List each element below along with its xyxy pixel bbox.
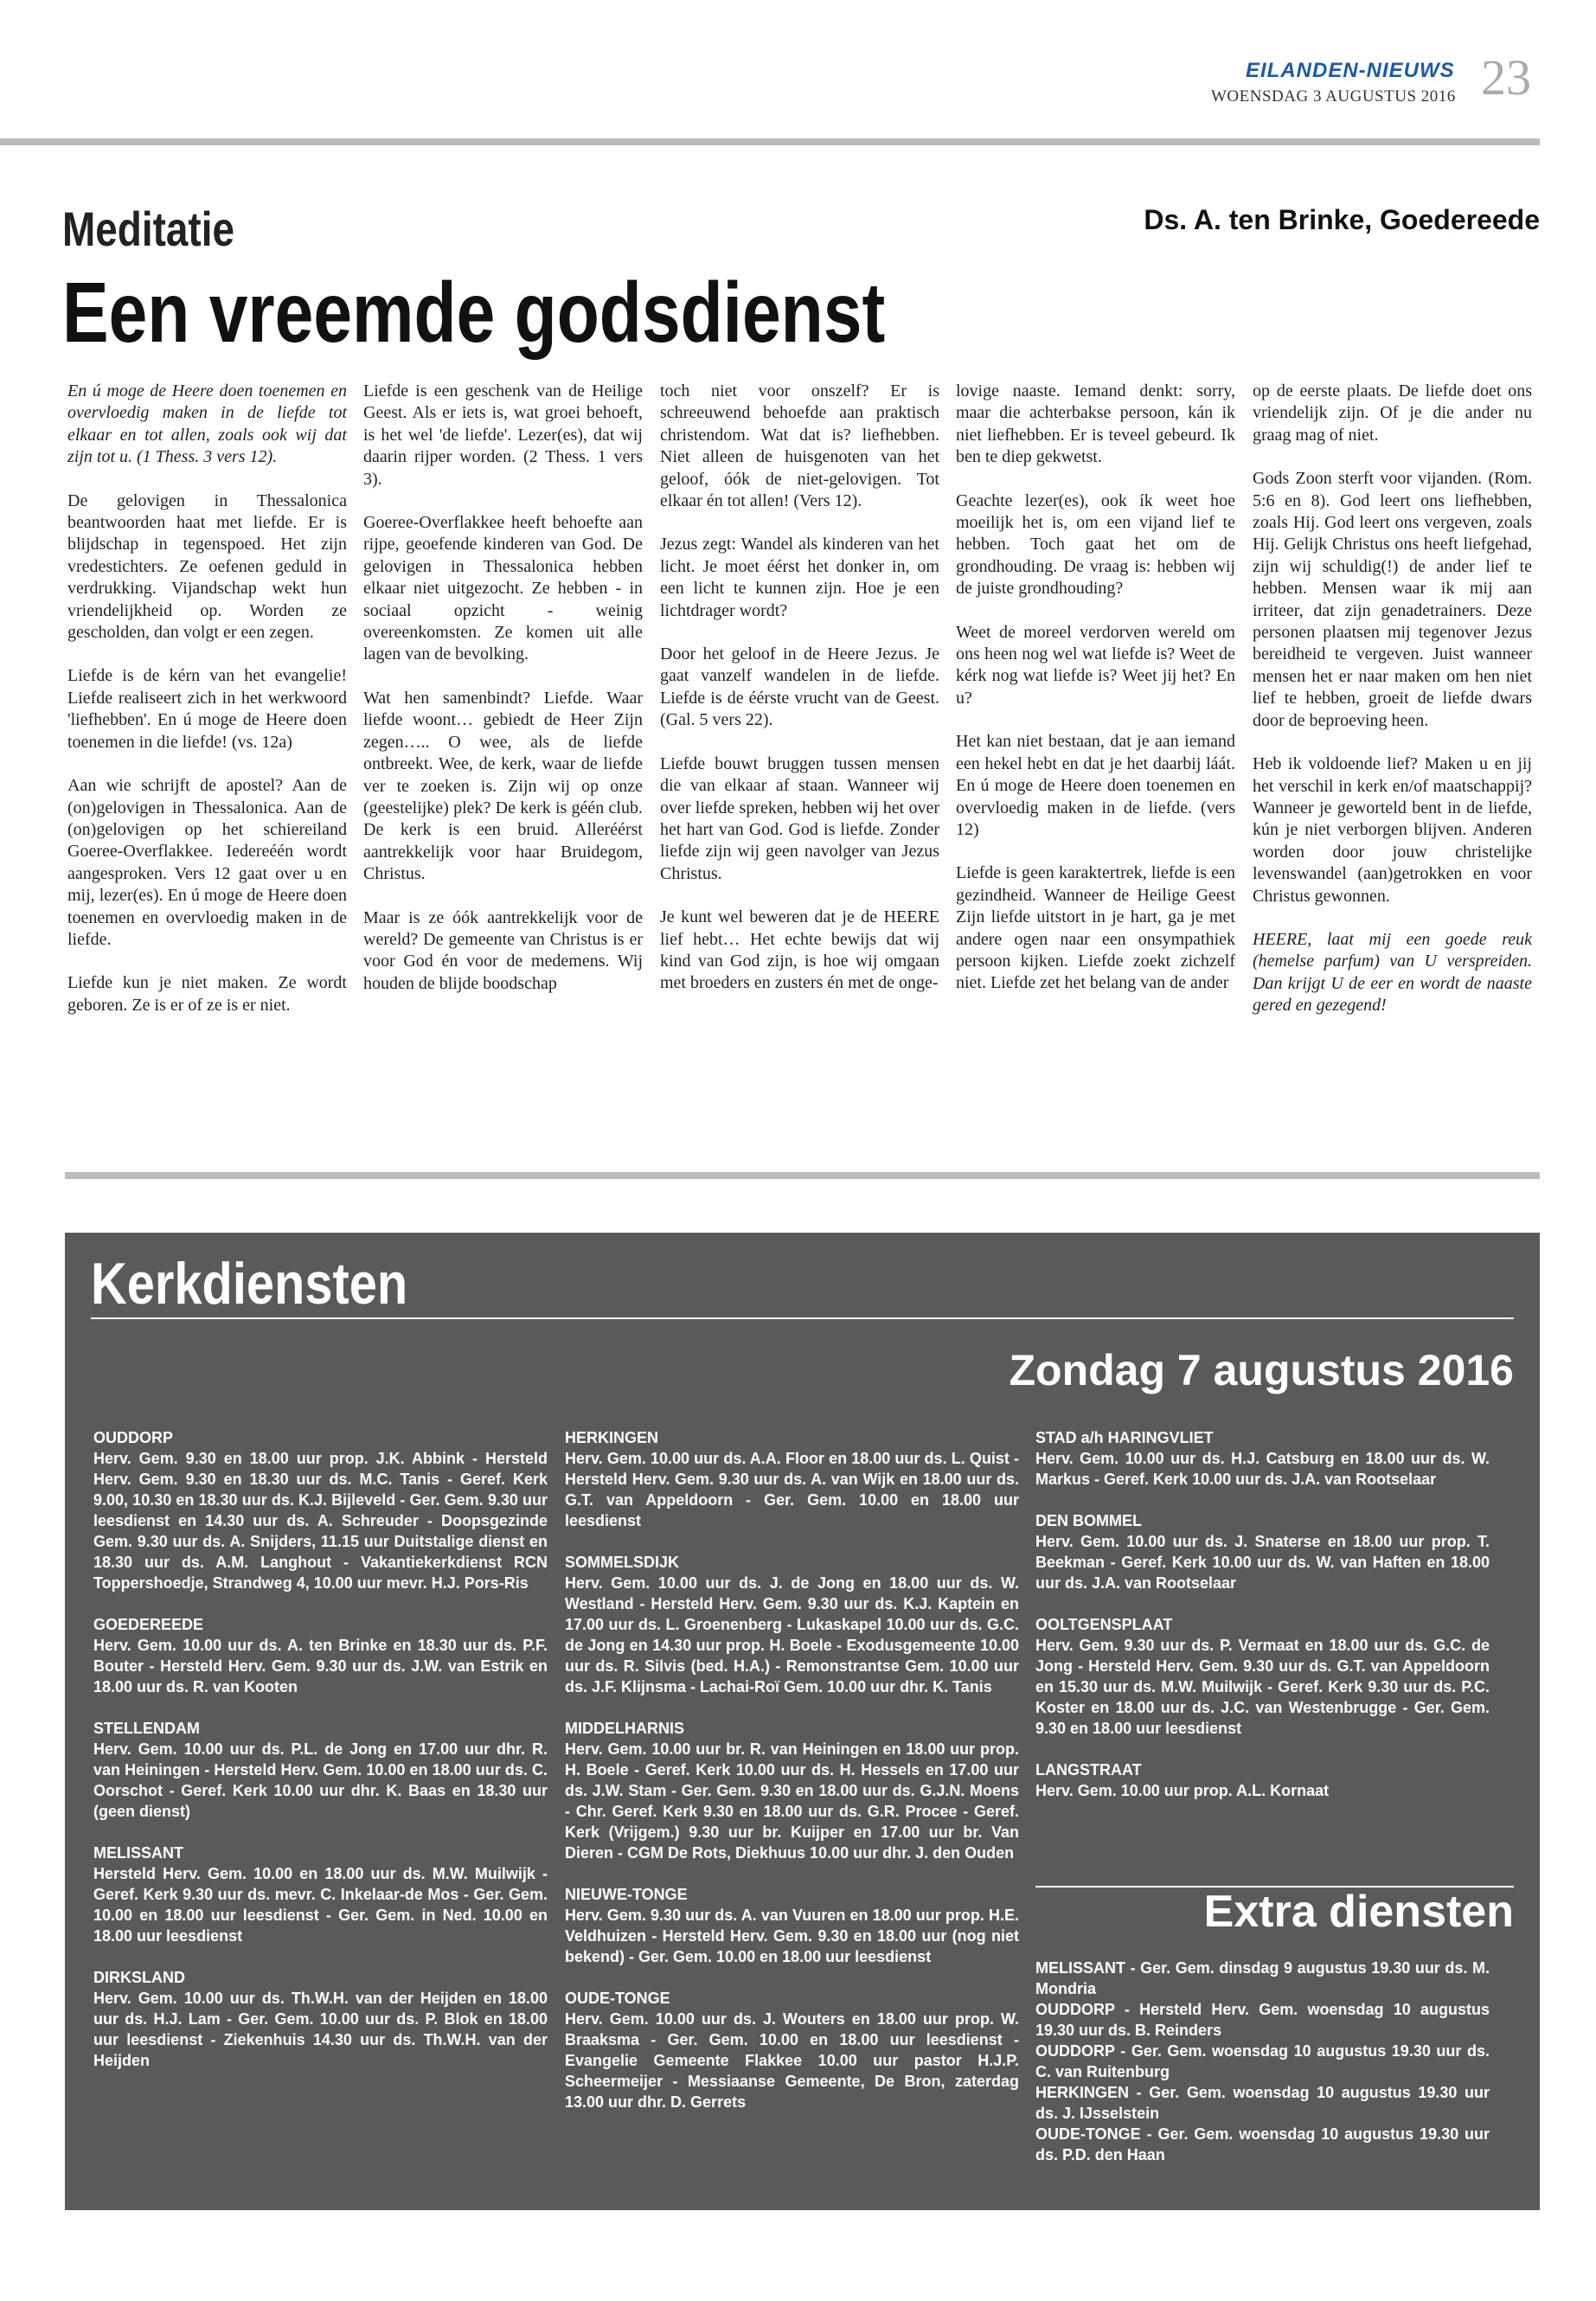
kerkdiensten-rule [91,1317,1514,1319]
article-paragraph: Geachte lezer(es), ook ík weet hoe moeilijk het is, om een vijand lief te hebben. Toch gaat het om de grondhouding. De vraag is: hebben wij de juiste grondhouding? [956,490,1235,599]
service-entry [565,1988,1019,2112]
article-paragraph: Liefde is geen karaktertrek, liefde is een gezindheid. Wanneer de Heilige Geest Zijn liefde uitstort in je hart, ga je met andere ogen naar een onsympathiek persoon kijken. Liefde zoekt zichzelf niet. Liefde zet het belang van de ander [956,863,1235,993]
service-text: Herv. Gem. 10.00 uur ds. J. Wouters en 18.00 uur prop. W. Braaksma - Ger. Gem. 10.00 en 18.00 uur leesdienst - Evangelie Gemeente Flakkee 10.00 uur pastor H.J.P. Scheermeijer - Messiaanse Gemeente, De Bron, zaterdag 13.00 uur dhr. D. Gerrets [565,2010,1019,2111]
service-text: Herv. Gem. 10.00 uur ds. J. Snaterse en 18.00 uur prop. T. Beekman - Geref. Kerk 10.00 uur ds. W. van Haften en 18.00 uur ds. J.A. van Rootselaar [1035,1533,1490,1592]
article-paragraph: Maar is ze óók aantrekkelijk voor de wereld? De gemeente van Christus is er voor God én voor de medemens. Wij houden de blijde boodschap [363,907,643,993]
service-text: Herv. Gem. 9.30 en 18.00 uur prop. J.K. Abbink - Hersteld Herv. Gem. 9.30 en 18.30 uur ds. M.C. Tanis - Geref. Kerk 9.00, 10.30 en 18.30 uur ds. K.J. Bijleveld - Ger. Gem. 9.30 uur leesdienst en 14.30 uur ds. A. Schreuder - Doopsgezinde Gem. 9.30 uur ds. A. Snijders, 11.15 uur Duitstalige dienst en 18.30 uur ds. A.M. Langhout - Vakantiekerkdienst RCN Toppershoedje, Strandweg 4, 10.00 uur mevr. H.J. Pors-Ris [93,1450,548,1592]
article-paragraph: Je kunt wel beweren dat je de HEERE lief hebt… Het echte bewijs dat wij kind van God zijn, is hoe wij omgaan met broeders en zusters én met de onge- [660,907,939,993]
article-paragraph: Door het geloof in de Heere Jezus. Je gaat vanzelf wandelen in de liefde. Liefde is de éérste vrucht van de Geest. (Gal. 5 vers 22). [660,644,939,730]
article-byline: Ds. A. ten Brinke, Goedereede [1144,204,1540,235]
service-text: Herv. Gem. 10.00 uur ds. H.J. Catsburg en 18.00 uur ds. W. Markus - Geref. Kerk 10.00 uur ds. J.A. van Rootselaar [1035,1450,1490,1488]
service-text: Herv. Gem. 10.00 uur br. R. van Heiningen en 18.00 uur prop. H. Boele - Geref. Kerk 10.00 uur ds. H. Hessels en 17.00 uur ds. J.W. Stam - Ger. Gem. 9.30 en 18.00 uur ds. G.J.N. Moens - Chr. Geref. Kerk 9.30 en 18.00 uur ds. G.R. Procee - Geref. Kerk (Vrijgem.) 9.30 uur br. Kuijper en 17.00 uur br. Van Dieren - CGM De Rots, Diekhuus 10.00 uur dhr. J. den Ouden [565,1740,1019,1862]
article-paragraph: lovige naaste. Iemand denkt: sorry, maar die achterbakse persoon, kán ik niet liefhebben. Er is teveel gebeurd. Ik ben te diep gekwetst. [956,381,1235,467]
kerkdiensten-title: Kerkdiensten [91,1251,408,1317]
service-place: OUDE-TONGE [565,1990,670,2007]
article-paragraph: Gods Zoon sterft voor vijanden. (Rom. 5:6 en 8). God leert ons liefhebben, zoals Hij. God leert ons vergeven, zoals Hij. Gelijk Christus ons heeft liefgehad, zijn wij schuldig(!) de ander lief te hebben. Mensen waar ik mij aan irriteer, dat zijn genadetrainers. Deze personen plaatsen mij tegenover Jezus bereidheid te vergeven. Juist wanneer mensen het er naar maken om hen niet lief te hebben, groeit de liefde dwars door de beproeving heen. [1253,469,1532,730]
service-text: Herv. Gem. 9.30 uur ds. A. van Vuuren en 18.00 uur prop. H.E. Veldhuizen - Hersteld Herv. Gem. 9.30 en 18.00 uur (nog niet bekend) - Ger. Gem. 10.00 en 18.00 uur leesdienst [565,1907,1019,1965]
service-entry [565,1718,1019,1863]
service-place: SOMMELSDIJK [565,1554,680,1571]
article-paragraph: Liefde kun je niet maken. Ze wordt geboren. Ze is er of ze is er niet. [67,973,347,1015]
article-column-2 [363,381,643,995]
extra-service: OUDDORP - Hersteld Herv. Gem. woensdag 10 augustus 19.30 uur ds. B. Reinders [1035,2001,1490,2039]
service-entry [1035,1510,1490,1593]
article-headline: Een vreemde godsdienst [62,265,886,360]
service-place: DEN BOMMEL [1035,1512,1142,1529]
article-column-5 [1253,381,1532,1039]
issue-date: WOENSDAG 3 AUGUSTUS 2016 [1211,87,1456,106]
newspaper-logo: EILANDEN-NIEUWS [1246,59,1455,82]
extra-service: MELISSANT - Ger. Gem. dinsdag 9 augustus 19.30 uur ds. M. Mondria [1035,1959,1490,1997]
service-entry [93,1427,548,1593]
article-column-3 [660,381,939,995]
article-column-1 [67,381,347,1038]
article-paragraph: Liefde bouwt bruggen tussen mensen die van elkaar af staan. Wanneer wij over liefde spreken, hebben wij het over het hart van God. God is liefde. Zonder liefde zijn wij geen navolger van Jezus Christus. [660,753,939,883]
service-place: MELISSANT [93,1844,184,1862]
article-kicker: Meditatie [62,202,235,256]
service-place: GOEDEREEDE [93,1616,204,1633]
service-text: Herv. Gem. 10.00 uur ds. P.L. de Jong en 17.00 uur dhr. R. van Heiningen - Hersteld Herv. Gem. 10.00 en 18.00 uur ds. C. Oorschot - Geref. Kerk 10.00 uur dhr. K. Baas en 18.30 uur (geen dienst) [93,1740,548,1820]
service-entry [565,1427,1019,1531]
article-paragraph: De gelovigen in Thessalonica beantwoorden haat met liefde. Er is blijdschap in tegenspoed. Het zijn vredestichters. Ze oefenen geduld in verdrukking. Vijandschap wekt hun vriendelijkheid op. Worden ze gescholden, dan volgt er een zegen. [67,490,347,643]
service-entry [565,1552,1019,1697]
service-place: OOLTGENSPLAAT [1035,1616,1173,1633]
service-entry [93,1967,548,2071]
service-place: DIRKSLAND [93,1969,185,1986]
article-closing-prayer: HEERE, laat mij een goede reuk (hemelse parfum) van U verspreiden. Dan krijgt U de eer en wordt de naaste gered en gezegend! [1253,929,1532,1016]
extra-diensten-list [1035,1958,1490,2165]
header-rule [0,138,1540,145]
service-place: MIDDELHARNIS [565,1720,684,1737]
article-paragraph: Liefde is een geschenk van de Heilige Geest. Als er iets is, wat groei behoeft, is het wel 'de liefde'. Lezer(es), dat wij daarin rijper worden. (2 Thess. 1 vers 3). [363,381,643,489]
kerkdiensten-box [65,1233,1540,2210]
kerkdiensten-date: Zondag 7 augustus 2016 [1009,1346,1514,1394]
service-place: STAD a/h HARINGVLIET [1035,1429,1214,1446]
service-text: Hersteld Herv. Gem. 10.00 en 18.00 uur ds. M.W. Muilwijk - Geref. Kerk 9.30 uur ds. mevr. C. Inkelaar-de Mos - Ger. Gem. 10.00 en 18.00 uur leesdienst - Ger. Gem. in Ned. 10.00 en 18.00 uur leesdienst [93,1865,548,1945]
service-place: NIEUWE-TONGE [565,1886,688,1903]
article-paragraph: Heb ik voldoende lief? Maken u en jij het verschil in kerk en/of maatschappij? Wanneer je geworteld bent in de liefde, kún je niet verborgen blijven. Anderen worden door jouw christelijke levenswandel (aan)getrokken en voor Christus gewonnen. [1253,754,1532,906]
service-entry [93,1718,548,1822]
service-place: OUDDORP [93,1429,174,1446]
service-entry [93,1614,548,1697]
page-number: 23 [1481,49,1531,106]
service-entry [93,1843,548,1946]
service-entry [565,1884,1019,1967]
extra-service: OUDDORP - Ger. Gem. woensdag 10 augustus 19.30 uur ds. C. van Ruitenburg [1035,2042,1490,2080]
service-entry [1035,1427,1490,1490]
article-paragraph: Liefde is de kérn van het evangelie! Liefde realiseert zich in het werkwoord 'liefhebben'. En ú moge de Heere doen toenemen in die liefde! (vs. 12a) [67,666,347,752]
article-column-4 [956,381,1235,995]
article-paragraph: Jezus zegt: Wandel als kinderen van het licht. Je moet éérst het donker in, om een licht te kunnen zijn. Hoe je een lichtdrager wordt? [660,535,939,620]
service-text: Herv. Gem. 10.00 uur ds. Th.W.H. van der Heijden en 18.00 uur ds. H.J. Lam - Ger. Gem. 10.00 uur ds. P. Blok en 18.00 uur leesdienst - Ziekenhuis 14.30 uur ds. Th.W.H. van der Heijden [93,1990,548,2069]
service-place: LANGSTRAAT [1035,1761,1142,1779]
extra-diensten-title: Extra diensten [1203,1887,1514,1937]
article-paragraph: Weet de moreel verdorven wereld om ons heen nog wel wat liefde is? Weet de kérk nog wat liefde is? Weet jij het? En u? [956,622,1235,708]
article-paragraph: Het kan niet bestaan, dat je aan iemand een hekel hebt en dat je het daarbij láát. En ú moge de Heere doen toenemen en overvloedig maken in de liefde. (vers 12) [956,732,1235,839]
service-text: Herv. Gem. 10.00 uur ds. A.A. Floor en 18.00 uur ds. L. Quist - Hersteld Herv. Gem. 9.30 uur ds. A. van Wijk en 18.00 uur ds. G.T. van Appeldoorn - Ger. Gem. 10.00 en 18.00 uur leesdienst [565,1450,1019,1529]
service-text: Herv. Gem. 10.00 uur ds. J. de Jong en 18.00 uur ds. W. Westland - Hersteld Herv. Gem. 9.30 uur ds. K.J. Kaptein en 17.00 uur ds. L. Groenenberg - Lukaskapel 10.00 uur ds. G.C. de Jong en 14.30 uur prop. H. Boele - Exodusgemeente 10.00 uur ds. R. Silvis (bed. H.A.) - Remonstrantse Gem. 10.00 uur ds. J.F. Klijnsma - Lachai-Roï Gem. 10.00 uur dhr. K. Tanis [565,1574,1019,1695]
article-paragraph: Goeree-Overflakkee heeft behoefte aan rijpe, geoefende kinderen van God. De gelovigen in Thessalonica hebben elkaar niet uitgezocht. Ze hebben - in sociaal opzicht - weinig overeenkomsten. Ze komen uit alle lagen van de bevolking. [363,513,643,664]
kerkdiensten-column-1 [93,1427,548,2092]
service-place: STELLENDAM [93,1720,200,1737]
extra-service: HERKINGEN - Ger. Gem. woensdag 10 augustus 19.30 uur ds. J. IJsselstein [1035,2084,1490,2122]
article-paragraph: Wat hen samenbindt? Liefde. Waar liefde woont… gebiedt de Heer Zijn zegen….. O wee, als de liefde ontbreekt. Wee, de kerk, waar de liefde ver te zoeken is. Zijn wij op onze (geestelijke) plek? De kerk is géén club. De kerk is een bruid. Alleréérst aantrekkelijk voor haar Bruidegom, Christus. [363,688,643,884]
extra-service: OUDE-TONGE - Ger. Gem. woensdag 10 augustus 19.30 uur ds. P.D. den Haan [1035,2125,1490,2163]
service-place: HERKINGEN [565,1429,659,1446]
kerkdiensten-column-2 [565,1427,1019,2133]
article-paragraph: op de eerste plaats. De liefde doet ons vriendelijk zijn. Of je die ander nu graag mag of niet. [1253,381,1532,445]
kerkdiensten-column-3 [1035,1427,1490,1822]
service-entry [1035,1759,1490,1801]
article-paragraph: toch niet voor onszelf? Er is schreeuwend behoefde aan praktisch christendom. Wat dat is? liefhebben. Niet alleen de huisgenoten van het geloof, óók de niet-gelovigen. Tot elkaar én tot allen! (Vers 12). [660,381,939,511]
section-rule [65,1172,1540,1179]
article-paragraph: En ú moge de Heere doen toenemen en overvloedig maken in de liefde tot elkaar en tot allen, zoals ook wij dat zijn tot u. (1 Thess. 3 vers 12). [67,381,347,467]
article-paragraph: Aan wie schrijft de apostel? Aan de (on)gelovigen in Thessalonica. Aan de (on)gelovigen op het schiereiland Goeree-Overflakkee. Iedereéén wordt aangesproken. Vers 12 gaat over u en mij, lezer(es). En ú moge de Heere doen toenemen en overvloedig maken in de liefde. [67,776,347,949]
service-text: Herv. Gem. 10.00 uur prop. A.L. Kornaat [1035,1782,1330,1799]
service-entry [1035,1614,1490,1739]
service-text: Herv. Gem. 10.00 uur ds. A. ten Brinke en 18.30 uur ds. P.F. Bouter - Hersteld Herv. Gem. 9.30 uur ds. J.W. van Estrik en 18.00 uur ds. R. van Kooten [93,1637,548,1695]
service-text: Herv. Gem. 9.30 uur ds. P. Vermaat en 18.00 uur ds. G.C. de Jong - Hersteld Herv. Gem. 9.30 uur ds. G.T. van Appeldoorn en 15.30 uur ds. M.W. Muilwijk - Geref. Kerk 9.30 uur ds. P.C. Koster en 18.00 uur ds. J.C. van Westenbrugge - Ger. Gem. 9.30 en 18.00 uur leesdienst [1035,1637,1490,1737]
